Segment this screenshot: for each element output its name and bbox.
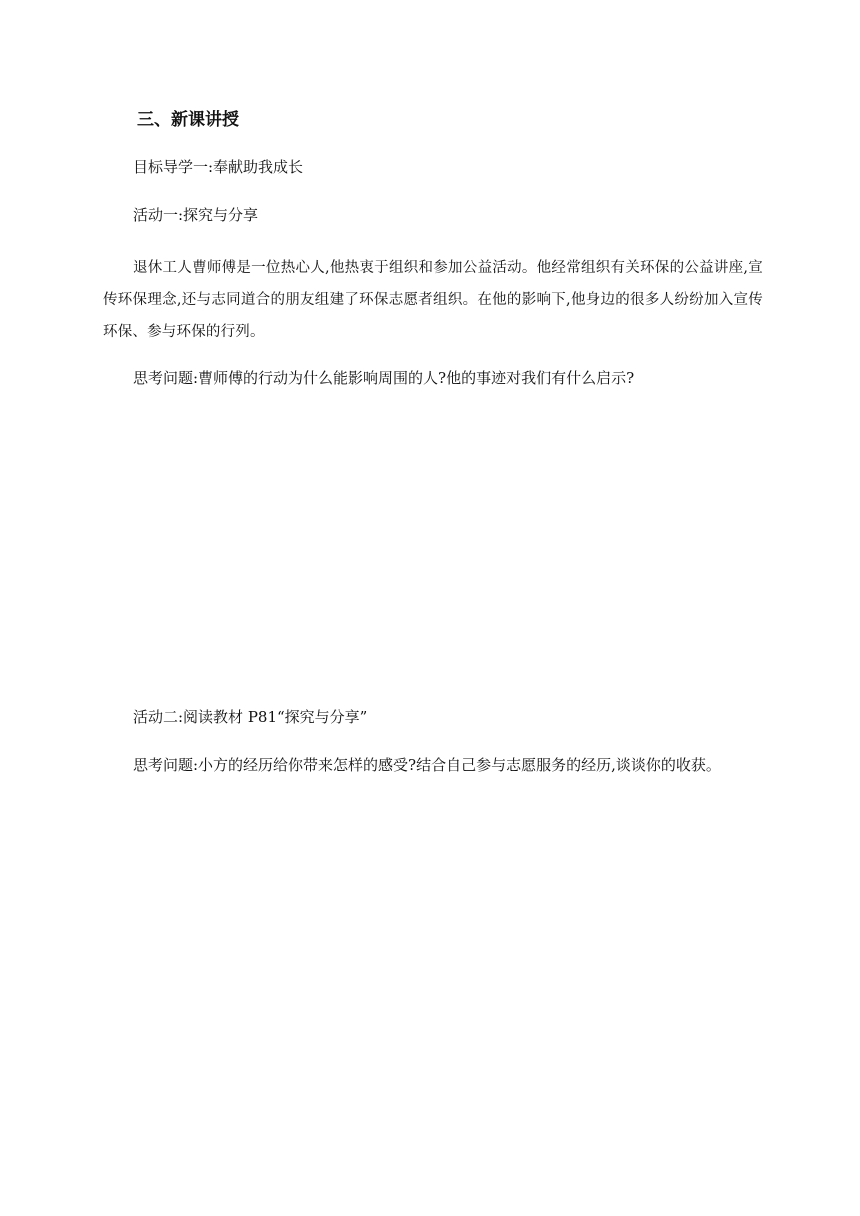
- activity-one-question: 思考问题:曹师傅的行动为什么能影响周围的人?他的事迹对我们有什么启示?: [133, 369, 635, 387]
- goal-title: 目标导学一:奉献助我成长: [133, 158, 304, 176]
- activity-two-title: 活动二:阅读教材 P81“探究与分享”: [133, 708, 368, 726]
- activity-one-story: 退休工人曹师傅是一位热心人,他热衷于组织和参加公益活动。他经常组织有关环保的公益讲座,宣传环保理念,还与志同道合的朋友组建了环保志愿者组织。在他的影响下,他身边的很多人纷纷加入宣传环保、参与环保的行列。: [103, 260, 763, 340]
- section-heading: 三、新课讲授: [137, 110, 239, 130]
- activity-one-title: 活动一:探究与分享: [133, 206, 259, 224]
- activity-two-question: 思考问题:小方的经历给你带来怎样的感受?结合自己参与志愿服务的经历,谈谈你的收获。: [133, 756, 721, 774]
